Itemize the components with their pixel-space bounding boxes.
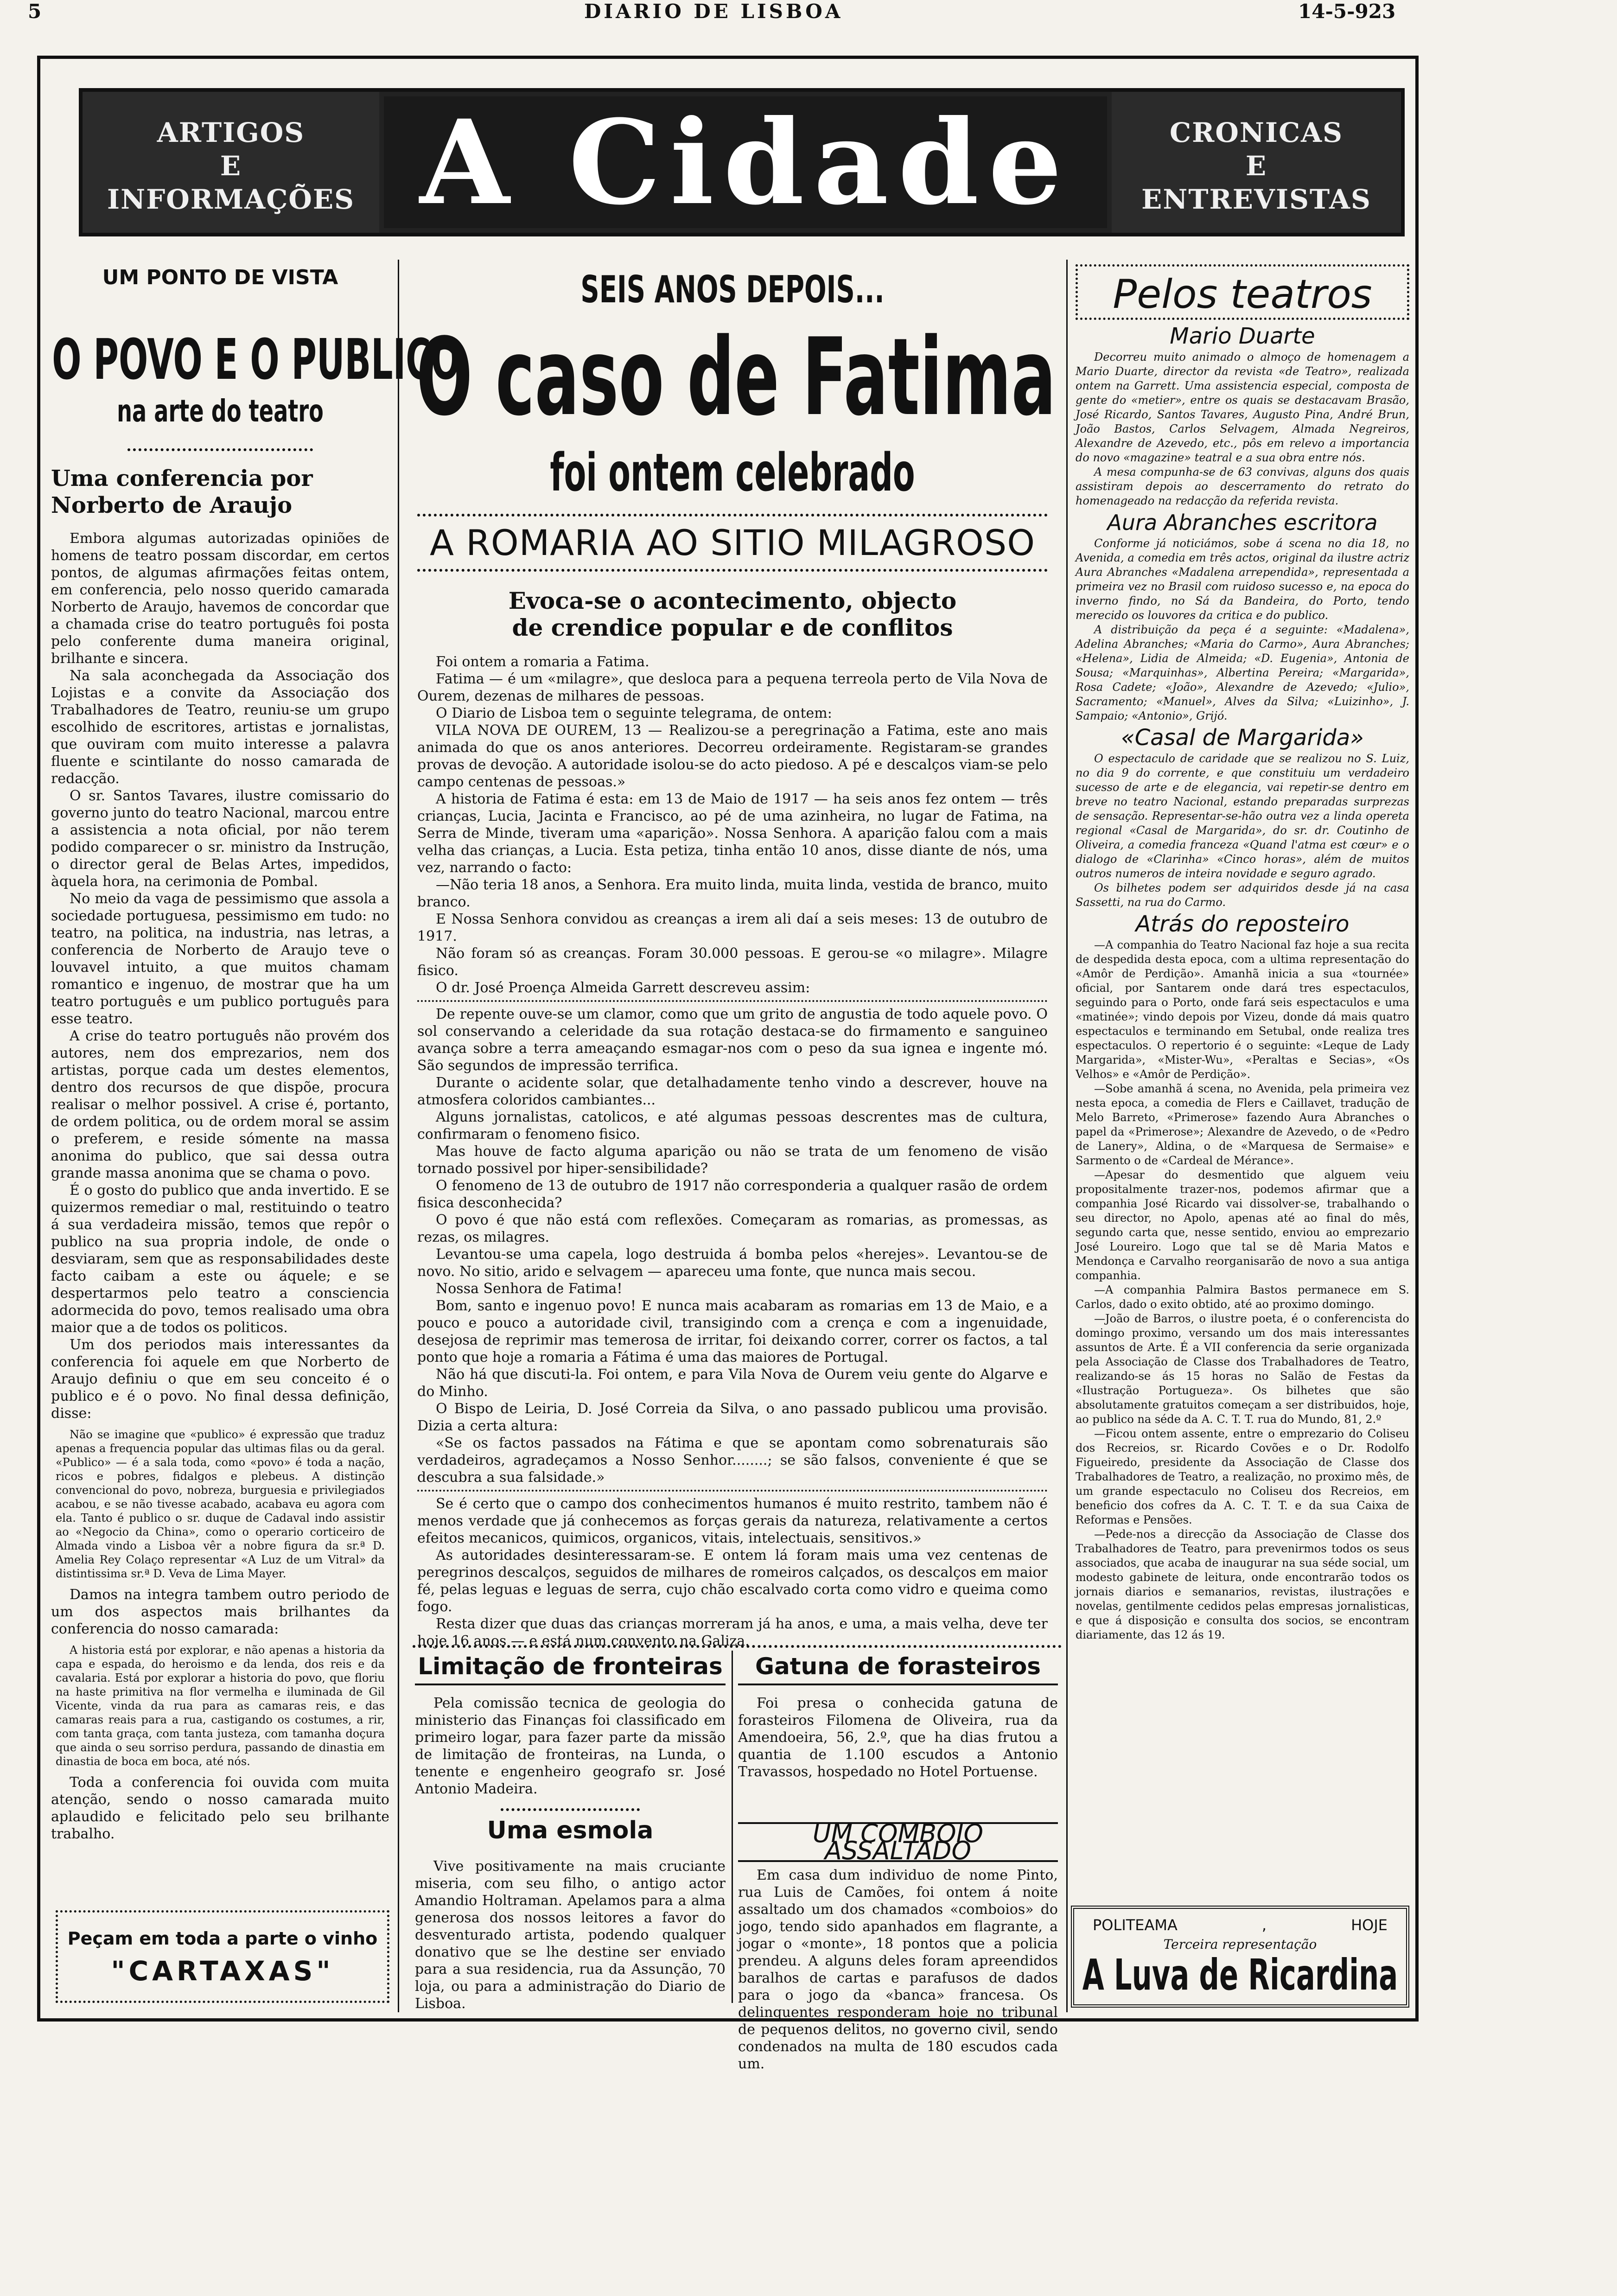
- column-rule-right: [1066, 260, 1068, 2012]
- section-1-para-2: A mesa compunha-se de 63 convivas, alguns dos quais assistiram depois ao descerramento do retrato do homenageado na redacção da referida revista.: [1076, 466, 1409, 507]
- left-closing: Toda a conferencia foi ouvida com muita atenção, sendo o nosso camarada muito aplaudido e felicitado pelo seu brilhante trabalho.: [51, 1774, 389, 1842]
- center-quote-6: O povo é que não está com reflexões. Começaram as romarias, as promessas, as rezas, os milagres.: [417, 1212, 1048, 1245]
- section-2-heading: Aura Abranches escritora: [1107, 510, 1378, 535]
- center-quote-1: De repente ouve-se um clamor, como que um grito de angustia de todo aquele povo. O sol conservando a celeridade da sua rotação destaca-se do firmamento e sanguineo avança sobre a terra ameaçando esmagar-nos com o peso da sua ignea e ingente mó. São segundos de impressão terrifica.: [417, 1006, 1048, 1074]
- center-quote-10: Não há que discuti-la. Foi ontem, e para Vila Nova de Ourem veiu gente do Algarve e do Minho.: [417, 1366, 1048, 1400]
- masthead-left-line-1: ARTIGOS: [157, 117, 305, 148]
- politeama-venue: POLITEAMA: [1093, 1916, 1178, 1934]
- center-quote-3: Alguns jornalistas, catolicos, e até algumas pessoas descrentes mas de cultura, confirmaram o fenomeno fisico.: [417, 1109, 1048, 1142]
- politeama-line-2: Terceira representação: [1163, 1937, 1317, 1952]
- center-quote-9: Bom, santo e ingenuo povo! E nunca mais acabaram as romarias em 13 de Maio, e a pouco e pouco a autoridade civil, transigindo com a crença e com a ingenuidade, desejosa de reprimir mas temerosa de irritar, foi deixando correr, correr os factos, a tal ponto que hoje a romaria a Fátima é uma das maiores de Portugal.: [417, 1298, 1048, 1365]
- center-bottom-rule: [413, 1645, 1062, 1648]
- page-number: 5: [28, 0, 42, 23]
- column-rule-left: [398, 260, 399, 2012]
- esmola-text: Vive positivamente na mais cruciante miseria, com seu filho, o antigo actor Amandio Holtraman. Apelamos para a alma generosa dos nossos leitores a favor do desventurado artista, podendo qualquer donativo que se lhe destine ser enviado para a sua residencia, rua da Assunção, 70 loja, ou para a administração do Diario de Lisboa.: [415, 1858, 726, 2012]
- section-3-para-1: O espectaculo de caridade que se realizou no S. Luiz, no dia 9 do corrente, e que constituiu um verdadeiro sucesso de arte e de elegancia, vai repetir-se dentro em breve no teatro Nacional, estando preparadas surprezas de sensação. Representar-se-hão outra vez a linda opereta regional «Casal de Margarida», do sr. dr. Coutinho de Oliveira, a comedia franceza «Quand l'atma est cœur» e o dialogo de «Clarinha» «Cinco horas», além de muitos outros numeros de inteira novidade e seguro agrado.: [1076, 752, 1409, 880]
- center-para-3: O Diario de Lisboa tem o seguinte telegrama, de ontem:: [436, 705, 832, 721]
- center-para-5: A historia de Fatima é esta: em 13 de Maio de 1917 — ha seis anos fez ontem — três crianças, Lucia, Jacinta e Francisco, ao pé de uma azinheira, no lugar de Fatima, na Serra de Minde, tiveram uma «aparição». Nossa Senhora. A aparição falou com a mais velha das crianças, a Lucia. Esta petiza, tinha então 10 anos, disse diante de nós, uma vez, narrando o facto:: [417, 791, 1048, 876]
- left-ornament-rule: [127, 448, 313, 451]
- center-para-2: Fatima — é um «milagre», que desloca para a pequena terreola perto de Vila Nova de Ourem, dezenas de milhares de pessoas.: [417, 671, 1048, 704]
- masthead-left-label: [83, 92, 379, 233]
- section-4-para-3: —Apesar do desmentido que alguem veiu propositalmente trazer-nos, podemos afirmar que a companhia José Ricardo vai dissolver-se, trabalhando o seu director, no Apolo, apenas até ao final do mês, segundo carta que, nesse sentido, enviou ao emprezario José Loureiro. Logo que tal se dê Maria Matos e Mendonça e Carvalho reorganisarão de novo a sua antiga companhia.: [1076, 1168, 1409, 1282]
- comboio-title: UM COMBOIO ASSALTADO: [738, 1822, 1058, 1862]
- section-3-heading: «Casal de Margarida»: [1121, 725, 1364, 751]
- center-bottom-divider: [732, 1651, 733, 2003]
- center-para-7: E Nossa Senhora convidou as creanças a irem ali daí a seis meses: 13 de outubro de 1917.: [417, 911, 1048, 944]
- section-4-para-7: —Pede-nos a direcção da Associação de Classe dos Trabalhadores de Teatro, para prevenirmos todos os seus associados, que acaba de inaugurar na sua séde social, um modesto gabinete de leitura, onde encontrarão todos os jornais diarios e semanarios, revistas, ilustrações e novelas, gentilmente cedidos pelas empresas jornalisticas, e que á disposição e consulta dos socios, se encontram diariamente, das 12 ás 19.: [1076, 1528, 1409, 1641]
- left-headline: O POVO E O PUBLICO: [52, 328, 461, 392]
- center-banner: A ROMARIA AO SITIO MILAGROSO: [429, 522, 1036, 563]
- section-4-para-1: —A companhia do Teatro Nacional faz hoje a sua recita de despedida desta epoca, com a ultima representação do «Amôr de Perdição». Amanhã inicia a sua «tournée» oficial, por Santarem onde dará tres espectaculos, seguindo para o Porto, onde fará seis espectaculos e uma «matinée»; vindo depois por Vizeu, donde dá mais quatro espectaculos e terminando em Setubal, onde realiza tres espectaculos. O repertorio é o seguinte: «Leque de Lady Margarida», «Mister-Wu», «Peraltas e Secias», «Os Velhos» e «Amôr de Perdição».: [1076, 938, 1409, 1081]
- pelos-teatros-title-text: Pelos teatros: [1113, 271, 1372, 318]
- esmola-title: Uma esmola: [487, 1817, 654, 1844]
- center-quote-12: «Se os factos passados na Fátima e que se apontam como sobrenaturais são verdadeiros, agradeçamos a Nosso Senhor........; se são falsos, conveniente é que se descubra a sua falsidade.»: [417, 1435, 1048, 1486]
- esmola-box: [415, 1799, 726, 2012]
- center-deck: Evoca-se o acontecimento, objecto de crendice popular e de conflitos: [508, 587, 957, 641]
- cartaxas-ad-line-2: "CARTAXAS": [111, 1955, 334, 1987]
- center-quote-2: Durante o acidente solar, que detalhadamente tenho vindo a descrever, houve na atmosfera coloridos cambiantes...: [417, 1075, 1048, 1108]
- paper-name: DIARIO DE LISBOA: [584, 0, 843, 23]
- left-para-7: Um dos periodos mais interessantes da conferencia foi aquele em que Norberto de Araujo definiu o que em seu conceito é o publico e é o povo. No final dessa definição, disse:: [51, 1337, 389, 1422]
- left-para-2: Na sala aconchegada da Associação dos Lojistas e a convite da Associação dos Trabalhadores de Teatro, reuniu-se um grupo escolhido de escritores, artistas e jornalistas, que ouviram com muito interesse a palavra fluente e scintilante do nosso camarada de redacção.: [51, 668, 389, 787]
- left-para-5: A crise do teatro português não provém dos autores, nem dos emprezarios, nem dos artistas, porque cada um destes elementos, dentro dos recursos de que dispõe, procura realisar o melhor possivel. A crise é, portanto, de ordem politica, ou de ordem moral se assim o preferem, e reside sómente na massa anonima do publico, que sai dessa outra grande massa anonima que se chama o povo.: [51, 1028, 389, 1181]
- left-para-3: O sr. Santos Tavares, ilustre comissario do governo junto do teatro Nacional, marcou entre a assistencia a nota oficial, por não terem podido comparecer o sr. ministro da Instrução, o director geral de Belas Artes, impedidos, àquela hora, na cerimonia de Pombal.: [51, 788, 389, 890]
- comboio-text: Em casa dum individuo de nome Pinto, rua Luis de Camões, foi ontem á noite assaltado um dos chamados «comboios» do jogo, tendo sido apanhados em flagrante, a jogar o «monte», 18 pontos que a policia prendeu. A alguns deles foram apreendidos baralhos de cartas e parafusos de dados para o jogo da «banca» francesa. Os delinquentes responderam hoje no tribunal de pequenos delitos, no governo civil, sendo condenados na multa de 180 escudos cada um.: [738, 1867, 1058, 2072]
- center-headline: O caso de Fatima: [416, 316, 1056, 440]
- left-deck: Uma conferencia por Norberto de Araujo: [51, 466, 313, 518]
- section-4-para-5: —João de Barros, o ilustre poeta, é o conferencista do domingo proximo, versando um dos mais interessantes assuntos de Arte. É a VII conferencia da serie organizada pela Associação de Classe dos Trabalhadores de Teatro, realizando-se ás 15 horas no Salão de Festas da «Ilustração Portugueza». Os bilhetes que são absolutamente gratuitos começam a ser distribuidos, hoje, ao publico na séde da A. C. T. T. rua do Mundo, 81, 2.º: [1076, 1312, 1409, 1426]
- center-closing-3: Resta dizer que duas das crianças morreram já ha anos, e uma, a mais velha, deve ter hoje 16 anos — e está num convento na Galiza.: [417, 1616, 1048, 1649]
- center-quote-4: Mas houve de facto alguma aparição ou não se trata de um fenomeno de visão tornado possivel por hiper-sensibilidade?: [417, 1143, 1048, 1177]
- masthead-right-line-1: CRONICAS: [1169, 117, 1343, 148]
- section-2-para-2: A distribuição da peça é a seguinte: «Madalena», Adelina Abranches; «Maria do Carmo», Aura Abranches; «Helena», Lidia de Almeida; «D. Eugenia», Antonia de Sousa; «Marquinhas», Albertina Pereira; «Margarida», Rosa Cadete; «João», Alexandre de Azevedo; «Julio», Sacramento; «Manuel», Alves da Silva; «Luizinho», J. Sampaio; «Antonio», Grijó.: [1076, 623, 1409, 722]
- masthead-right-line-2: E: [1245, 150, 1267, 182]
- politeama-ad: [1071, 1906, 1409, 2008]
- politeama-separator: ,: [1261, 1916, 1267, 1934]
- center-quote-7: Levantou-se uma capela, logo destruida á bomba pelos «herejes». Levantou-se de novo. No sitio, arido e selvagem — apareceu uma fonte, que nunca mais secou.: [417, 1246, 1048, 1280]
- issue-date: 14-5-923: [1298, 0, 1396, 23]
- center-quote-8: Nossa Senhora de Fatima!: [436, 1281, 623, 1297]
- masthead-left-line-3: INFORMAÇÕES: [107, 184, 355, 215]
- politeama-title: A Luva de Ricardina: [1082, 1950, 1398, 2000]
- center-subhead: foi ontem celebrado: [550, 443, 915, 503]
- gatuna-title: Gatuna de forasteiros: [755, 1653, 1041, 1680]
- left-quote-2: A historia está por explorar, e não apenas a historia da capa e espada, do heroismo e da lenda, dos reis e da cavalaria. Está por explorar a historia do povo, que floriu na haste primitiva na flor vermelha e iluminada de Gil Vicente, vinda da rua para as camaras reis, e das camaras reais para a rua, castigando os costumes, a rir, com tanta graça, com tanta justeza, com tamanha doçura que ainda o seu sorriso perdura, passando de dinastia em dinastia de boca em boca, até nós.: [56, 1644, 385, 1768]
- limitacao-title: Limitação de fronteiras: [418, 1653, 723, 1680]
- center-closing-1: Se é certo que o campo dos conhecimentos humanos é muito restrito, tambem não é menos verdade que já conhecemos as forças gerais da natureza, relativamente a certos efeitos mecanicos, quimicos, organicos, vitais, intelectuais, sensitivos.»: [417, 1496, 1048, 1546]
- center-ornament-rule-2: [417, 569, 1048, 572]
- politeama-when: HOJE: [1351, 1916, 1388, 1934]
- section-1-para-1: Decorreu muito animado o almoço de homenagem a Mario Duarte, director da revista «de Teatro», realizada ontem na Garrett. Uma assistencia especial, composta de gente do «metier», entre os quais se destacavam Brasão, José Ricardo, Santos Tavares, Augusto Pina, André Brun, João Bastos, Carlos Selvagem, Almada Negreiros, Alexandre de Azevedo, etc., pôs em relevo a importancia do novo «magazine» teatral e a sua obra entre nós.: [1076, 351, 1409, 464]
- limitacao-text: Pela comissão tecnica de geologia do ministerio das Finanças foi classificado em primeiro logar, para fazer parte da missão de limitação de fronteiras, na Lunda, o tenente e engenheiro geografo sr. José Antonio Madeira.: [415, 1695, 726, 1797]
- left-subhead: na arte do teatro: [117, 393, 324, 429]
- center-para-8: Não foram só as creanças. Foram 30.000 pessoas. E gerou-se «o milagre». Milagre fisico.: [417, 945, 1048, 979]
- section-4-para-4: —A companhia Palmira Bastos permanece em S. Carlos, dado o exito obtido, até ao proximo domingo.: [1076, 1283, 1409, 1311]
- comboio-box: [738, 1819, 1058, 2072]
- center-kicker: SEIS ANOS DEPOIS...: [580, 268, 885, 311]
- gatuna-rule: [738, 1684, 1058, 1685]
- masthead-right-line-3: ENTREVISTAS: [1141, 184, 1371, 215]
- limitacao-rule: [415, 1684, 726, 1685]
- esmola-ornament: [501, 1808, 640, 1811]
- cartaxas-ad-line-1: Peçam em toda a parte o vinho: [67, 1928, 378, 1949]
- left-para-6: É o gosto do publico que anda invertido. E se quizermos remediar o mal, restituindo o teatro á sua verdadeira missão, temos que repôr o publico na sua propria indole, de onde o desviaram, sem que as responsabilidades deste facto caibam a este ou áquele; e se despertarmos pelo teatro a consciencia adormecida do povo, temos realisado uma obra maior que a de todos os politicos.: [51, 1182, 389, 1336]
- right-column: [1076, 264, 1409, 1906]
- section-3-para-2: Os bilhetes podem ser adquiridos desde já na casa Sassetti, na rua do Carmo.: [1076, 881, 1409, 909]
- cartaxas-ad: [56, 1910, 389, 2003]
- left-quote-1: Não se imagine que «publico» é expressão que traduz apenas a frequencia popular das ultimas filas ou da geral. «Publico» — é a sala toda, como «povo» é toda a nação, ricos e pobres, fidalgos e plebeus. A distinção convencional do povo, nobreza, burguesia e privilegiados acabou, e se não tivesse acabado, acabava eu agora com ela. Tanto é publico o sr. duque de Cadaval indo assistir ao «Negocio da China», como o operario corticeiro de Almada vindo a Lisboa vêr a nobre figura da sr.ª D. Amelia Rey Colaço representar «A Luz de um Vitral» da distintissima sr.ª D. Veva de Lima Mayer.: [56, 1428, 385, 1580]
- center-para-9: O dr. José Proença Almeida Garrett descreveu assim:: [436, 980, 810, 996]
- section-4-para-2: —Sobe amanhã á scena, no Avenida, pela primeira vez nesta epoca, a comedia de Flers e Caillavet, tradução de Melo Barreto, «Primerose» fazendo Aura Abranches o papel da «Primerose»; Alexandre de Azevedo, o de «Pedro de Lanery», Aldina, o de «Marquesa de Sermaise» e Sarmento o de «Cardeal de Mérance».: [1076, 1082, 1409, 1167]
- center-closing-2: As autoridades desinteressaram-se. E ontem lá foram mais uma vez centenas de peregrinos descalços, seguidos de milhares de romeiros calçados, os descalços em maior fé, pelas leguas e leguas de serra, cujo chão escalvado corta como vidro e queima como fogo.: [417, 1547, 1048, 1615]
- left-kicker: UM PONTO DE VISTA: [102, 266, 338, 289]
- masthead-right-label: [1112, 92, 1401, 233]
- center-para-6: —Não teria 18 anos, a Senhora. Era muito linda, muita linda, vestida de branco, muito branco.: [417, 877, 1048, 910]
- masthead-left-line-2: E: [220, 150, 242, 182]
- left-para-4: No meio da vaga de pessimismo que assola a sociedade portuguesa, pessimismo em tudo: no teatro, na politica, na industria, nas letras, a conferencia de Norberto de Araujo teve o louvavel intuito, a que muitos chamam romantico e ingenuo, de mostrar que ha um teatro português e um publico português para esse teatro.: [51, 891, 389, 1027]
- left-para-after: Damos na integra tambem outro periodo de um dos aspectos mais brilhantes da conferencia do nosso camarada:: [51, 1587, 389, 1637]
- center-ornament-rule-1: [417, 514, 1048, 517]
- section-1-heading: Mario Duarte: [1170, 323, 1315, 349]
- masthead-title: A Cidade: [384, 96, 1107, 228]
- section-4-heading: Atrás do reposteiro: [1135, 911, 1350, 937]
- gatuna-text: Foi presa o conhecida gatuna de forasteiros Filomena de Oliveira, rua da Amendoeira, 56, 2.º, que ha dias frutou a quantia de 1.100 escudos a Antonio Travassos, hospedado no Hotel Portuense.: [738, 1695, 1058, 1780]
- masthead: [79, 88, 1405, 236]
- section-2-para-1: Conforme já noticiámos, sobe á scena no dia 18, no Avenida, a comedia em três actos, original da ilustre actriz Aura Abranches «Madalena arrependida», representada a primeira vez no Brasil com ruidoso sucesso e, na epoca do inverno findo, no Sá da Bandeira, do Porto, tendo merecido os louvores da critica e do publico.: [1076, 537, 1409, 622]
- center-quote-rule-top: [417, 1000, 1048, 1002]
- pelos-teatros-title: [1076, 264, 1409, 320]
- left-para-1: Embora algumas autorizadas opiniões de homens de teatro possam discordar, em certos pontos, de algumas afirmações feitas ontem, em conferencia, pelo nosso querido camarada Norberto de Araujo, havemos de concordar que a chamada crise do teatro português foi posta pelo conferente duma maneira original, brilhante e sincera.: [51, 530, 389, 667]
- gatuna-box: [738, 1655, 1058, 1804]
- center-quote-rule-bottom: [417, 1490, 1048, 1492]
- left-column: [51, 260, 461, 2012]
- section-4-para-6: —Ficou ontem assente, entre o emprezario do Coliseu dos Recreios, sr. Ricardo Covões e o Dr. Rodolfo Figueiredo, presidente da Associação de Classe dos Trabalhadores de Teatro, a realização, no proximo mês, de um grande espectaculo no Coliseu dos Recreios, em beneficio dos cofres da A. C. T. T. e da sua Caixa de Reformas e Pensões.: [1076, 1427, 1409, 1526]
- center-quote-11: O Bispo de Leiria, D. José Correia da Silva, o ano passado publicou uma provisão. Dizia a certa altura:: [417, 1401, 1048, 1434]
- center-quote-5: O fenomeno de 13 de outubro de 1917 não corresponderia a qualquer rasão de ordem fisica desconhecida?: [417, 1178, 1048, 1211]
- center-para-4: VILA NOVA DE OUREM, 13 — Realizou-se a peregrinação a Fatima, este ano mais animada do que os anos anteriores. Decorreu ordeiramente. Registaram-se grandes provas de devoção. A autoridade isolou-se do acto piedoso. A pé e descalços viam-se pelo campo centenas de pessoas.»: [417, 722, 1048, 790]
- center-para-1: Foi ontem a romaria a Fatima.: [436, 654, 649, 670]
